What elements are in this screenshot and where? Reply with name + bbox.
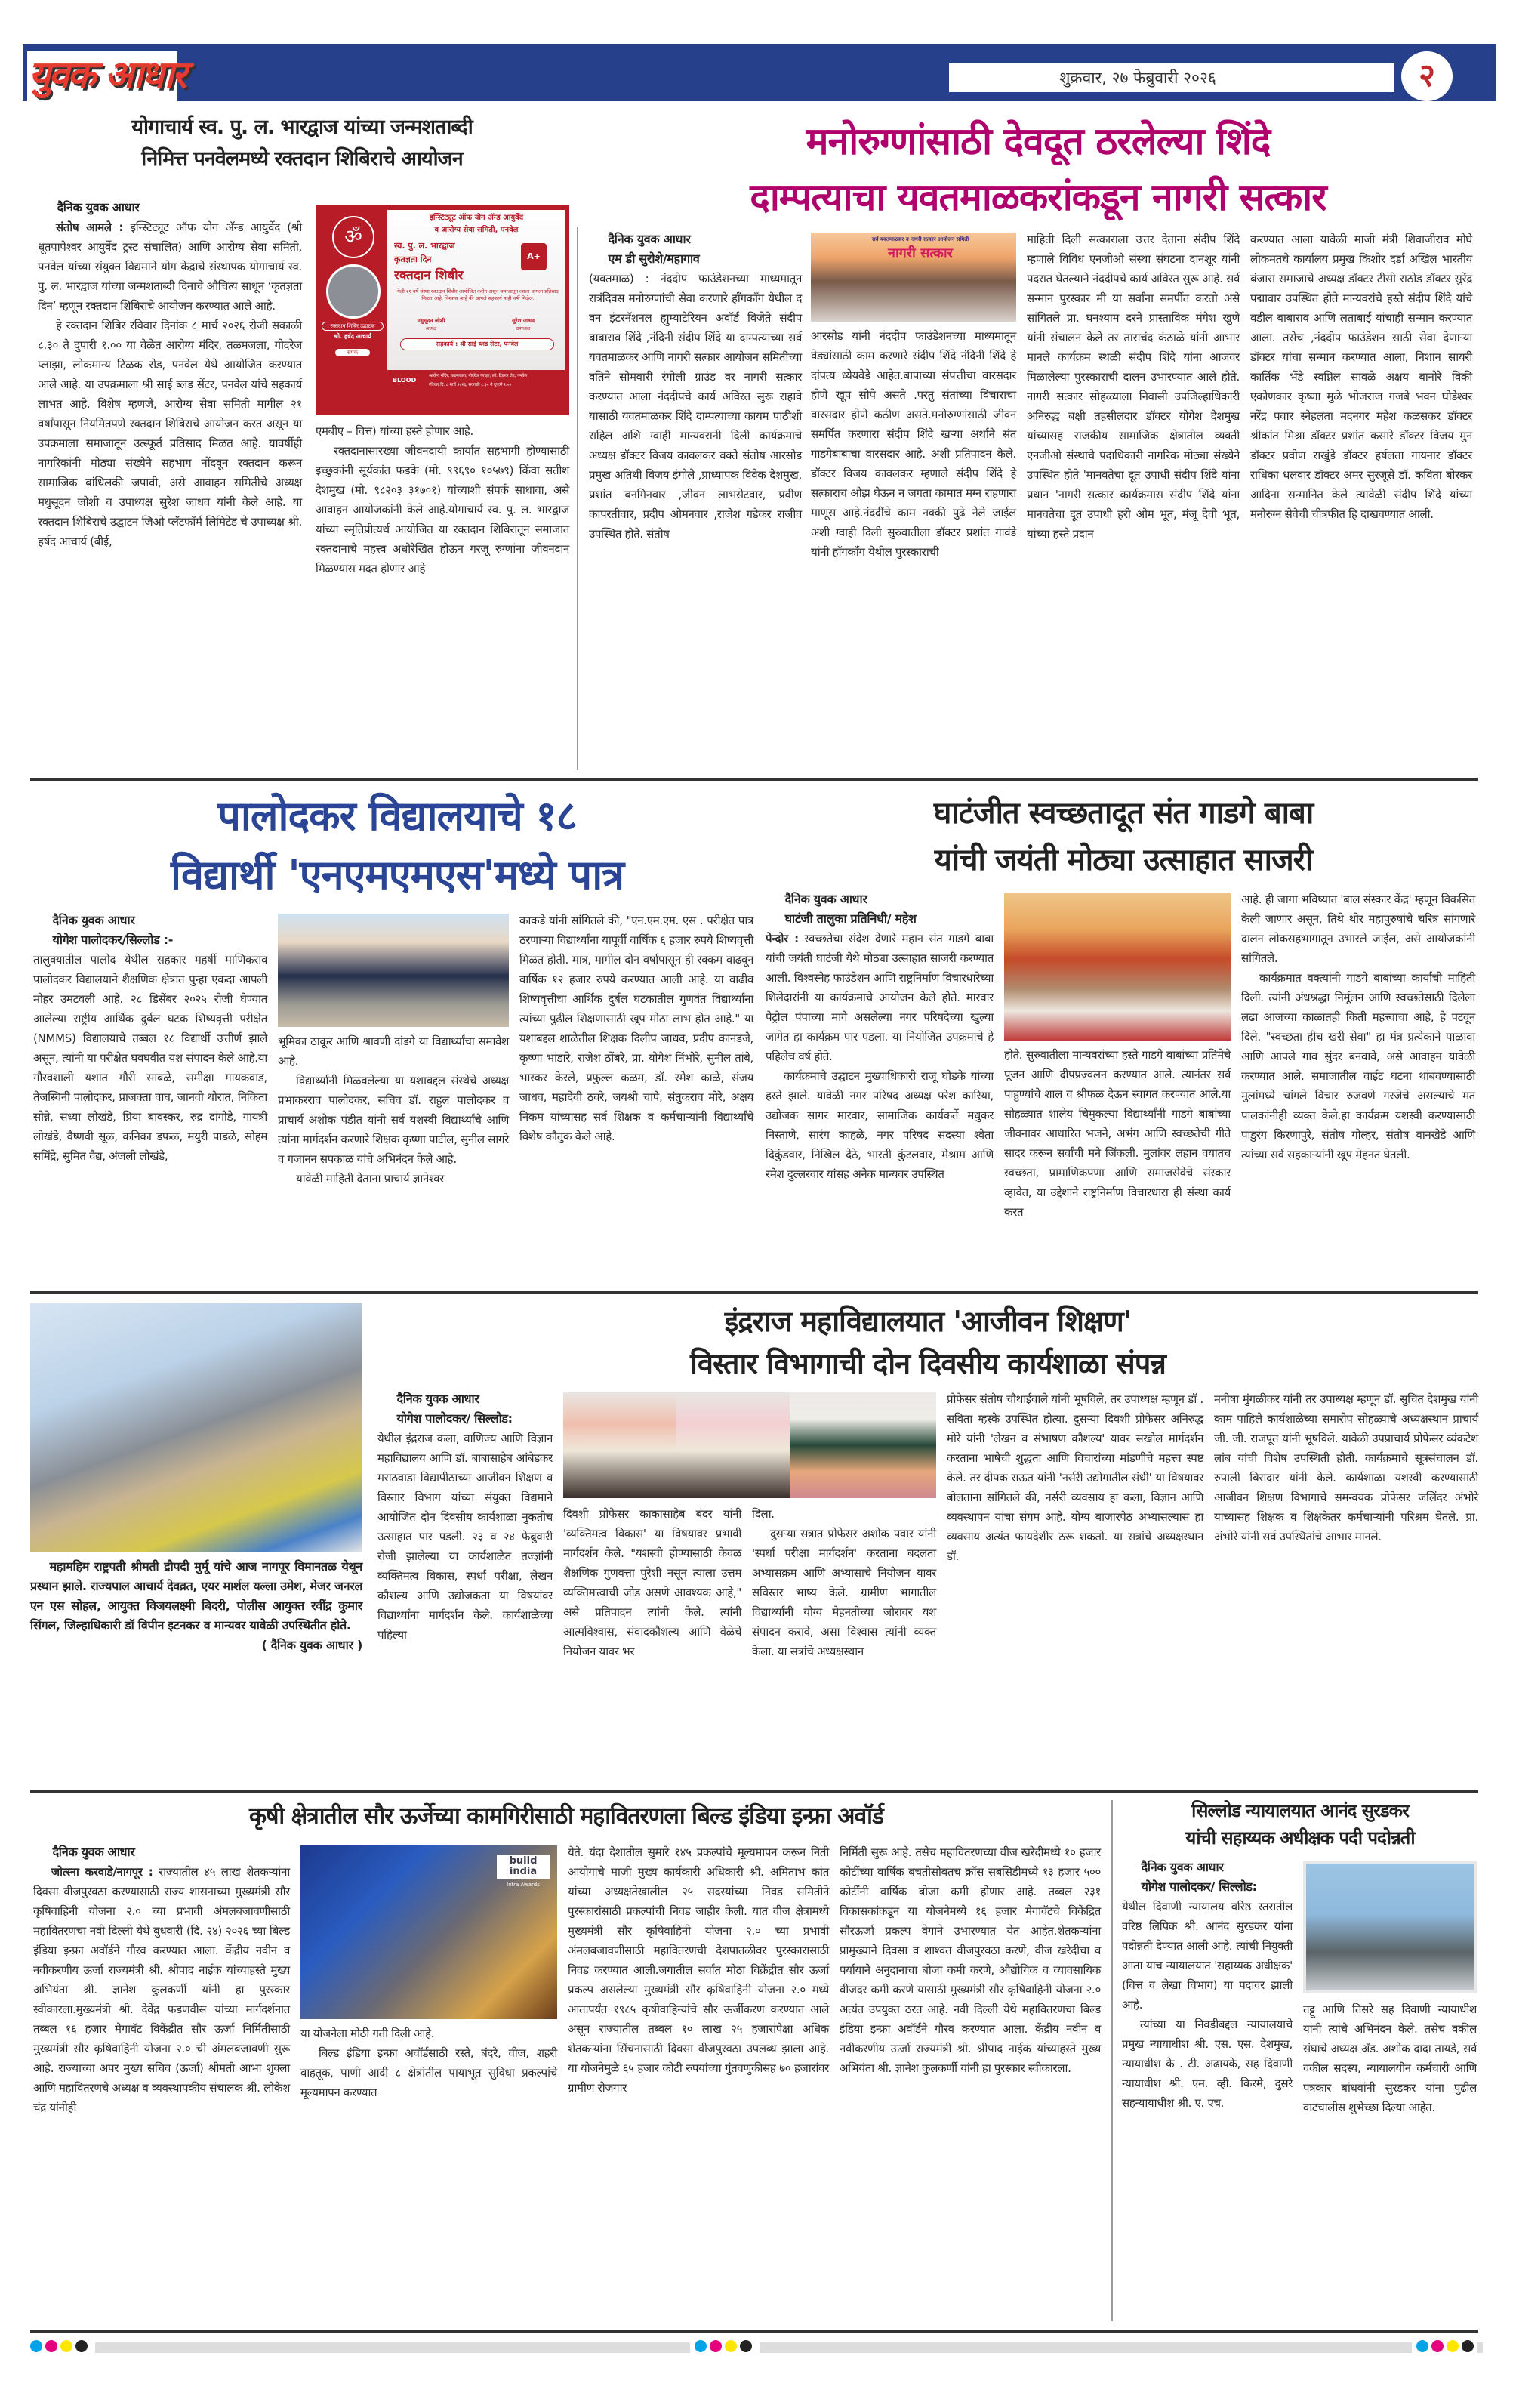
workshop-audience-photo xyxy=(790,1392,936,1498)
paragraph: रक्तदानासारख्या जीवनदायी कार्यात सहभागी होण्यासाठी इच्छुकांनी सूर्यकांत फडके (मो. ९९६९० १०५७९) किंवा सतीश देशमुख (मो. ९८२०३ ३१७०१) यांच्याशी संपर्क साधावा, असे आवाहन आयोजकांनी केले आहे.योगाचार्य स्व. पु. ल. भारद्वाज यांच्या स्मृतिप्रीत्यर्थ आयोजित या रक्तदान शिबिरातून समाजात रक्तदानाचे महत्त्व अधोरेखित होऊन गरजू रुग्णांना जीवनदान मिळण्यास मदत होणार आहे xyxy=(316,444,569,575)
blood-camp-headline xyxy=(30,112,574,175)
mahavitaran-headline: कृषी क्षेत्रातील सौर ऊर्जेच्या कामगिरीसाठी महावितरणला बिल्ड इंडिया इन्फ्रा अवॉर्ड xyxy=(249,1803,883,1830)
column-divider xyxy=(1111,1800,1113,2321)
mahavitaran-col-1 xyxy=(33,1842,290,2117)
paragraph: हे रक्तदान शिबिर रविवार दिनांक ८ मार्च २०२६ रोजी सकाळी ८.३० ते दुपारी १.०० या वेळेत आरोग्य मंदिर, तळमजला, गोदरेज प्लाझा, लोकमान्य टिळक रोड, पनवेल येथे आयोजित करण्यात आले आहे. या उपक्रमाला श्री साई ब्लड सेंटर, पनवेल यांचे सहकार्य लाभत आहे. विशेष म्हणजे, आरोग्य सेवा समिती मागील २१ वर्षांपासून नियमितपणे रक्तदान शिबिराचे आयोजन करत असून या उपक्रमाला समाजातून उत्स्फूर्त प्रतिसाद मिळत आहे. यावर्षीही नागरिकांनी मोठ्या संख्येने सहभाग नोंदवून रक्तदान करून सामाजिक बांधिलकी जपावी, असे आवाहन समितीचे अध्यक्ष मधुसूदन जोशी व उपाध्यक्ष सुरेश जाधव यांनी केले आहे. या रक्तदान शिबिराचे उद्घाटन जिओ प्लॅटफॉर्म लिमिटेड चे उपाध्यक्ष श्री. हर्षद आचार्य (बीई, xyxy=(38,319,302,548)
headline-line: सिल्लोड न्यायालयात आनंद सुरडकर xyxy=(1191,1800,1409,1821)
color-registration-marks xyxy=(1412,2340,1477,2357)
poster-venue: आरोग्य मंदिर, तळमजला, गोदरेज प्लाझा, लो. टिळक रोड, पनवेल xyxy=(429,374,528,378)
paragraph: स्वच्छतेचा संदेश देणारे महान संत गाडगे बाबा यांची जयंती घाटंजी येथे मोठ्या उत्साहात साजरी करण्यात आली. विश्वस्नेह फाउंडेशन आणि राष्ट्रनिर्माण विचारधारेच्या शिलेदारांनी या कार्यक्रमाचे आयोजन केले होते. मारवार पेट्रोल पंपाच्या मागे असलेल्या नगर परिषदेच्या खुल्या जागेत हा कार्यक्रम पार पडला. या नियोजित उपक्रमाचे हे पहिलेच वर्ष होते. xyxy=(766,932,994,1063)
headline-line: विस्तार विभागाची दोन दिवसीय कार्यशाळा संपन्न xyxy=(690,1347,1166,1380)
paragraph: येथील दिवाणी न्यायालय वरिष्ठ स्तरातील वरिष्ठ लिपिक श्री. आनंद सुरडकर यांना पदोन्नती देण्यात आली आहे. त्यांची नियुक्ती आता याच न्यायालयात 'सहाय्यक अधीक्षक' (वित्त व लेखा विभाग) या पदावर झाली आहे. xyxy=(1122,1900,1293,2012)
shinde-col-1 xyxy=(589,230,802,544)
color-registration-marks xyxy=(690,2340,760,2357)
newspaper-logo: युवक आधार xyxy=(29,53,185,97)
registration-dot xyxy=(30,2340,42,2352)
paragraph: एमबीए – वित्त) यांच्या हस्ते होणार आहे. xyxy=(316,424,474,438)
poster-event-title: रक्तदान शिबीर xyxy=(394,268,464,283)
students-group-photo xyxy=(278,914,509,1027)
president-caption xyxy=(30,1557,362,1655)
headline-line: दाम्पत्याचा यवतमाळकरांकडून नागरी सत्कार xyxy=(750,175,1326,219)
poster-inaugurator-label: रक्तदान शिबिर उद्घाटक xyxy=(322,322,384,331)
dateline: पेन्दोर : xyxy=(766,932,799,945)
infra-awards-label: Infra Awards xyxy=(507,1882,540,1888)
source-label: दैनिक युवक आधार xyxy=(396,1392,479,1406)
award-ceremony-photo xyxy=(300,1845,557,2019)
registration-dot xyxy=(60,2340,72,2352)
paragraph: काकडे यांनी सांगितले की, "एन.एम.एम. एस . परीक्षेत पात्र ठरणाऱ्या विद्यार्थ्यांना यापूर्वी वार्षिक ६ हजार रुपये शिष्यवृत्ती मिळत होती. मात्र, मागील दोन वर्षांपासून ही रक्कम वाढवून वार्षिक १२ हजार रुपये करण्यात आली आहे. या वाढीव शिष्यवृत्तीचा आर्थिक दुर्बल घटकातील गुणवंत विद्यार्थ्यांना त्यांच्या पुढील शिक्षणासाठी खूप मोठा लाभ होत आहे." या यशाबद्दल शाळेतील शिक्षक दिलीप जाधव, प्रदीप कानडजे, कृष्णा भांडारे, राजेश ठोंबरे, प्रा. योगेश निंभोरे, सुनील तांबे, भास्कर केरले, प्रफुल्ल कळम, डॉ. रमेश काळे, संजय जाधव, महादेवी ठवरे, जयश्री चापे, संतुकराव मोरे, अक्षय निकम यांच्यासह सर्व शिक्षक व कर्मचाऱ्यांनी विद्यार्थ्यांचे विशेष कौतुक केले आहे. xyxy=(519,914,753,1143)
photo-banner-title: नागरी सत्कार xyxy=(888,245,953,261)
build-india-logo: build india xyxy=(497,1855,550,1879)
palodkar-col-3 xyxy=(519,911,753,1146)
indraraj-headline xyxy=(377,1300,1478,1385)
column-divider xyxy=(577,227,578,770)
palodkar-col-1 xyxy=(33,911,267,1166)
blood-bag-icon: A+ xyxy=(521,243,547,270)
paragraph: दिला. xyxy=(752,1507,775,1521)
reporter: योगेश पालोदकर/ सिल्लोड: xyxy=(1141,1879,1257,1894)
speaker-photo-2 xyxy=(676,1392,790,1498)
headline-line: यांची सहाय्यक अधीक्षक पदी पदोन्नती xyxy=(1185,1827,1415,1848)
caption-text: महामहिम राष्ट्रपती श्रीमती द्रौपदी मुर्मू यांचे आज नागपूर विमानतळ येथून प्रस्थान झाले. राज्यपाल आचार्य देवव्रत, एयर मार्शल यल्ला उमेश, मेजर जनरल एन एस सोहल, आयुक्त विजयलक्ष्मी बिदरी, पोलीस आयुक्त रवींद्र कुमार सिंगल, जिल्हाधिकारी डॉ विपीन इटनकर व मान्यवर यावेळी उपस्थितीत होते. xyxy=(30,1559,362,1633)
page-number: २ xyxy=(1401,51,1453,101)
paragraph: होते. सुरुवातीला मान्यवरांच्या हस्ते गाडगे बाबांच्या प्रतिमेचे पूजन आणि दीपप्रज्वलन करण्यात आले. त्यानंतर सर्व पाहुण्यांचे शाल व श्रीफळ देऊन स्वागत करण्यात आले.या सोहळ्यात शालेय चिमुकल्या विद्यार्थ्यांनी गाडगे बाबांच्या जीवनावर आधारित भजने, अभंग आणि स्वच्छतेची गीते सादर करून सर्वांची मने जिंकली. मुलांवर लहान वयातच स्वच्छता, प्रामाणिकपणा आणि समाजसेवेचे संस्कार व्हावेत, या उद्देशाने राष्ट्रनिर्माण विचारधारा ही संस्था कार्य करत xyxy=(1004,1048,1231,1219)
reporter: एम डी सुरोशे/महागाव xyxy=(608,251,700,266)
poster-honoree: स्व. पु. ल. भारद्वाज xyxy=(394,241,455,251)
photo-banner-subtitle: सर्व यवतमाळकर व नागरी सत्कार आयोजन समिती xyxy=(871,236,969,242)
poster-quote: गेली २१ वर्षे संस्था रक्तदान शिबीर आयोजित करीत असून समाजातून त्याला चांगला प्रतिसाद मिळत आहे. विश्वास आहे की आपले सहकार्य याही वर्षी मिळेल. xyxy=(397,288,559,301)
paragraph: करण्यात आला यावेळी माजी मंत्री शिवाजीराव मोघे लोकमतचे कार्यालय प्रमुख किशोर दर्डा अखिल भारतीय बंजारा समाजाचे अध्यक्ष डॉक्टर टीसी राठोड डॉक्टर सुरेंद्र पद्मावार उपस्थित होते मान्यवरांचे हस्ते संदीप शिंदे यांचे वडील बाबाराव आणि लताबाई यांचाही सन्मान करण्यात आला. तसेच ,नंददीप फाउंडेशन साठी सेवा देणाऱ्या डॉक्टर यांचा सन्मान करण्यात आला, निशान सायरी कार्तिक भेंडे स्वप्निल सावळे अक्षय बानोरे विकी एकोणकार कृष्णा मुळे भोजराज गजबे भवन घोडेश्वर नरेंद्र पवार स्नेहलता मदनगर महेश कळसकर डॉक्टर श्रीकांत मिश्रा डॉक्टर प्रशांत कसारे डॉक्टर विजय मुन डॉक्टर प्रवीण राखुंडे डॉक्टर हर्षलता गायनार डॉक्टर राधिका धलवार डॉक्टर अमर सुरजूसे डॉ. कविता बोरकर आदिना सन्मानित केले त्यावेळी संदीप शिंदे यांच्या मनोरुग्न सेवेची चीत्रफीत हि दाखवण्यात आली. xyxy=(1250,233,1472,521)
mahavitaran-col-4 xyxy=(840,1842,1101,2078)
blood-camp-poster xyxy=(316,205,569,415)
speaker-photo-1 xyxy=(563,1392,676,1498)
shinde-col-3 xyxy=(1027,230,1240,544)
reporter: संतोष आमले : xyxy=(56,220,124,234)
shinde-col-4 xyxy=(1250,230,1472,524)
reporter: घाटंजी तालुका प्रतिनिधी/ महेश xyxy=(784,911,917,926)
headline-line: मनोरुग्णांसाठी देवदूत ठरलेल्या शिंदे xyxy=(806,119,1271,163)
color-registration-marks xyxy=(30,2340,95,2357)
indraraj-col-3 xyxy=(752,1504,936,1661)
registration-dot xyxy=(75,2340,88,2352)
paragraph: येते. यंदा देशातील सुमारे १४५ प्रकल्पांचे मूल्यमापन करून निती आयोगाचे माजी मुख्य कार्यकारी अधिकारी श्री. अमिताभ कांत यांच्या अध्यक्षतेखालील २५ सदस्यांच्या निवड समितीने पुरस्कारांसाठी प्रकल्पांची निवड जाहीर केली. यात वीज क्षेत्रामध्ये मुख्यमंत्री सौर कृषिवाहिनी योजना २.० च्या प्रभावी अंमलबजावणीसाठी महावितरणची देशपातळीवर पुरस्कारासाठी निवड करण्यात आली.जगातील सर्वांत मोठा विक्रेंद्रीत सौर ऊर्जा प्रकल्प असलेल्या मुख्यमंत्री सौर कृषिवाहिनी योजना २.० मध्ये आतापर्यंत १९८५ कृषीवाहिन्यांचे सौर ऊर्जीकरण करण्यात आले असून राज्यातील तब्बल १० लाख २५ हजारांपेक्षा अधिक शेतकऱ्यांना सिंचनासाठी दिवसा वीजपुरवठा उपलब्ध झाला आहे. या योजनेमुळे ६५ हजार कोटी रुपयांच्या गुंतवणुकीसह ७० हजारांवर ग्रामीण रोजगार xyxy=(568,1845,829,2095)
paragraph: भूमिका ठाकूर आणि श्रावणी दांडगे या विद्यार्थ्यांचा समावेश आहे. xyxy=(278,1034,509,1068)
gadge-baba-col-3 xyxy=(1241,890,1475,1164)
paragraph: इन्स्टिट्यूट ऑफ योग अ‍ॅन्ड आयुर्वेद (श्री धूतपापेश्वर आयुर्वेद ट्रस्ट संचालित) आणि आरोग्य सेवा समिती, पनवेल यांच्या संयुक्त विद्यमाने योग केंद्राचे संस्थापक योगाचार्य स्व. पु. ल. भारद्वाज यांच्या जन्मशताब्दी दिनाचे औचित्य साधून ‘कृतज्ञता दिन’ म्हणून रक्तदान शिबिराचे आयोजन करण्यात आले आहे. xyxy=(38,220,303,313)
surdakar-col-1 xyxy=(1122,1858,1293,2113)
om-emblem-icon: ॐ xyxy=(332,216,374,258)
paragraph: यावेळी माहिती देताना प्राचार्य ज्ञानेश्वर xyxy=(296,1172,444,1186)
palodkar-col-2 xyxy=(278,1031,509,1189)
poster-contact-label: संपर्क xyxy=(335,349,370,356)
poster-signatory: सुरेश जाधव xyxy=(512,318,535,324)
registration-dot xyxy=(45,2340,57,2352)
print-registration-bar xyxy=(63,2342,1483,2353)
paragraph: आहे. ही जागा भविष्यात 'बाल संस्कार केंद्र' म्हणून विकसित केली जाणार असून, तिथे थोर महापुरुषांचे चरित्र सांगणारे दालन लोकसहभागातून उभारले जाईल, असे आयोजकांनी सांगितले. xyxy=(1241,893,1475,965)
paragraph: (यवतमाळ) : नंददीप फाउंडेशनच्या माध्यमातून रात्रंदिवस मनोरुग्णांची सेवा करणारे हॉंगकॉंग येथील द वन इंटरनॅशनल ह्युम्याटेरियन अवॉर्ड विजेते संदीप बाबाराव शिंदे ,नंदिनी संदीप शिंदे या दाम्पत्याच्या सर्व यवतमाळकर आणि नागरी सत्कार आयोजन समितीच्या वतिने सोमवारी रंगोली ग्राउंड वर नागरी सत्कार करण्यात आला नंददीपचे कार्य अविरत सुरू राहावे यासाठी यवतमाळकर शिंदे दाम्पत्याच्या कायम पाठीशी राहिल अशि ग्वाही मान्यवरानी दिली कार्यक्रमाचे अध्यक्ष डॉक्टर विजय कावलकर वक्ते संतोष आरसोड प्रमुख अतिथी विजय इंगोले ,प्राध्यापक विवेक देशमुख, प्रशांत बनगिनवार ,जीवन लाभसेटवार, प्रवीण कापरतीवार, प्रदीप ओमनवार ,राजेश गडेकर राजीव उपस्थित होते. संतोष xyxy=(589,272,802,541)
divider xyxy=(30,2330,1478,2333)
mahavitaran-col-3 xyxy=(568,1842,829,2098)
president-departure-photo xyxy=(30,1303,362,1552)
paragraph: बिल्ड इंडिया इन्फ्रा अवॉर्डसाठी रस्ते, बंदरे, वीज, शहरी वाहतूक, पाणी आदी ८ क्षेत्रांतील पायाभूत सुविधा प्रकल्पांचे मूल्यमापन करण्यात xyxy=(300,2046,557,2099)
registration-dot xyxy=(725,2340,737,2352)
shinde-col-2 xyxy=(811,326,1016,562)
indraraj-col-5 xyxy=(1214,1389,1478,1546)
divider xyxy=(30,1790,1478,1793)
reporter: योगेश पालोदकर/सिल्लोड :- xyxy=(52,933,174,947)
paragraph: दिवशी प्रोफेसर काकासाहेब बंदर यांनी 'व्यक्तिमत्व विकास' या विषयावर प्रभावी मार्गदर्शन केले. "यशस्वी होण्यासाठी केवळ शैक्षणिक गुणवत्ता पुरेशी नसून त्याला उत्तम व्यक्तिमत्त्वाची जोड असणे आवश्यक आहे," असे प्रतिपादन त्यांनी केले. त्यांनी आत्मविश्वास, संवादकौशल्य आणि वेळेचे नियोजन यावर भर xyxy=(563,1507,741,1658)
paragraph: निर्मिती सुरू आहे. तसेच महावितरणच्या वीज खरेदीमध्ये १० हजार कोटींच्या वार्षिक बचतीसोबतच क्रॉस सबसिडीमध्ये १३ हजार ५०० कोटींनी वार्षिक बोजा कमी होणार आहे. तब्बल २३१ विकासकांकडून या योजनेमध्ये १६ हजार मेगावॅटचे विकेंद्रित सौरऊर्जा प्रकल्प वेगाने उभारण्यात येत आहेत.शेतकऱ्यांना प्रामुख्याने दिवसा व शाश्वत वीजपुरवठा करणे, वीज खरेदीचा व पर्यायाने अनुदानाचा बोजा कमी करणे, औद्योगिक व व्यावसायिक वीजदर कमी करणे यासाठी मुख्यमंत्री सौर कृषिवाहिनी योजना २.० अत्यंत उपयुक्त ठरत आहे. नवी दिल्ली येथे महावितरणचा बिल्ड इंडिया इन्फ्रा अवॉर्डने गौरव करण्यात आला. केंद्रीय नवीन व नवीकरणीय ऊर्जा राज्यमंत्री श्री. श्रीपाद नाईक यांच्याहस्ते मुख्य अभियंता श्री. ज्ञानेश कुलकर्णी यांनी हा पुरस्कार स्वीकारला. xyxy=(840,1845,1101,2075)
palodkar-headline xyxy=(35,787,760,905)
registration-dot xyxy=(740,2340,752,2352)
shinde-headline xyxy=(585,113,1491,225)
source-label: दैनिक युवक आधार xyxy=(1141,1860,1224,1874)
divider xyxy=(30,778,1478,781)
poster-signatory: मधुसूदन जोशी xyxy=(417,318,445,324)
paragraph: या योजनेला मोठी गती दिली आहे. xyxy=(300,2027,435,2040)
registration-dot xyxy=(1462,2340,1474,2352)
registration-dot xyxy=(1447,2340,1459,2352)
surdakar-headline xyxy=(1122,1797,1478,1851)
gadge-baba-col-2 xyxy=(1004,1045,1231,1222)
inaugurator-photo xyxy=(326,264,381,319)
headline-line: विद्यार्थी 'एनएमएमएस'मध्ये पात्र xyxy=(170,851,624,899)
poster-inaugurator-name: श्री. हर्षद आचार्य xyxy=(334,333,371,340)
paragraph: दुसऱ्या सत्रात प्रोफेसर अशोक पवार यांनी 'स्पर्धा परीक्षा मार्गदर्शन' करताना बदलता अभ्यासक्रम आणि अभ्यासाचे नियोजन यावर सविस्तर भाष्य केले. ग्रामीण भागातील विद्यार्थ्यांनी योग्य मेहनतीच्या जोरावर यश संपादन करावे, असा विश्वास त्यांनी व्यक्त केला. या सत्रांचे अध्यक्षस्थान xyxy=(752,1527,936,1658)
photo-credit: ( दैनिक युवक आधार ) xyxy=(261,1638,362,1652)
reporter: जोत्स्ना करवाडे/नागपूर : xyxy=(51,1865,153,1879)
poster-signatory-role: उपाध्यक्ष xyxy=(516,326,531,331)
divider xyxy=(30,1291,1478,1294)
paragraph: कार्यक्रमाचे उद्घाटन मुख्याधिकारी राजू घोडके यांच्या हस्ते झाले. यावेळी नगर परिषद अध्यक्ष परेश कारिया, उद्योजक सागर मारवार, सामाजिक कार्यकर्ते मधुकर निस्ताणे, सारंग काहळे, नगर परिषद सदस्या श्वेता दिकुंडवार, निखिल देठे, भारती कुंटलवार, मेश्राम आणि रमेश दुल्लरवार यांसह अनेक मान्यवर उपस्थित xyxy=(766,1069,994,1181)
headline-line: यांची जयंती मोठ्या उत्साहात साजरी xyxy=(934,843,1313,877)
gadge-baba-col-1 xyxy=(766,890,994,1184)
blood-camp-col-2 xyxy=(316,421,569,578)
paragraph: विद्यार्थ्यांनी मिळवलेल्या या यशाबद्दल संस्थेचे अध्यक्ष प्रभाकरराव पालोदकर, सचिव डॉ. राहुल पालोदकर व प्राचार्य अशोक पंडीत यांनी सर्व यशस्वी विद्यार्थ्यांचे आणि त्यांना मार्गदर्शन करणारे शिक्षक कृष्णा पाटील, सुनील सागरे व गजानन सपकाळ यांचे अभिनंदन केले आहे. xyxy=(278,1074,509,1166)
paragraph: तट्टू आणि तिसरे सह दिवाणी न्यायाधीश यांनी त्यांचे अभिनंदन केले. तसेच वकील संघाचे अध्यक्ष अ‍ॅड. अशोक दादा तायडे, सर्व वकील सदस्य, न्यायालयीन कर्मचारी आणि पत्रकार बांधवांनी सुरडकर यांना पुढील वाटचालीस शुभेच्छा दिल्या आहेत. xyxy=(1303,2003,1477,2114)
paragraph: त्यांच्या या निवडीबद्दल न्यायालयाचे प्रमुख न्यायाधीश श्री. एस. एस. देशमुख, न्यायाधीश के . टी. अढायके, सह दिवाणी न्यायाधीश श्री. एम. व्ही. किरमे, दुसरे सहन्यायाधीश श्री. ए. एच. xyxy=(1122,2018,1293,2110)
source-label: दैनिक युवक आधार xyxy=(784,892,867,906)
poster-committee: व आरोग्य सेवा समिती, पनवेल xyxy=(434,226,519,234)
blood-donation-logo: BLOOD xyxy=(393,377,417,384)
headline-line: घाटंजीत स्वच्छतादूत संत गाडगे बाबा xyxy=(933,796,1314,831)
reporter: योगेश पालोदकर/ सिल्लोड: xyxy=(396,1411,513,1426)
poster-timing: रविवार दि. ८ मार्च २०२६, सकाळी ८.३० ते दुपारी १.०० xyxy=(429,383,512,387)
registration-dot xyxy=(710,2340,722,2352)
source-label: दैनिक युवक आधार xyxy=(52,913,135,927)
source-label: दैनिक युवक आधार xyxy=(608,232,691,246)
mahavitaran-col-2 xyxy=(300,2024,557,2102)
surdakar-col-2 xyxy=(1303,1999,1477,2117)
paragraph: राज्यातील ४५ लाख शेतकऱ्यांना दिवसा वीजपुरवठा करण्यासाठी राज्य शासनाच्या मुख्यमंत्री सौर कृषिवाहिनी योजना २.० च्या प्रभावी अंमलबजावणीसाठी महावितरणचा नवी दिल्ली येथे बुधवारी (दि. २४) २०२६ च्या बिल्ड इंडिया इन्फ्रा अवॉर्डने गौरव करण्यात आला. केंद्रीय नवीन व नवीकरणीय ऊर्जा राज्यमंत्री श्री. श्रीपाद नाईक यांच्याहस्ते मुख्य अभियंता श्री. ज्ञानेश कुलकर्णी यांनी हा पुरस्कार स्वीकारला.मुख्यमंत्री श्री. देवेंद्र फडणवीस यांच्या मार्गदर्शनात तब्बल १६ हजार मेगावॅट विकेंद्रीत सौर ऊर्जा निर्मितीसाठी मुख्यमंत्री सौर कृषिवाहिनी योजना २.० ची अंमलबजावणी सुरू आहे. राज्याच्या अपर मुख्य सचिव (ऊर्जा) श्रीमती आभा शुक्ला आणि महावितरणचे अध्यक्ष व व्यवस्थापकीय संचालक श्री. लोकेश चंद्र यांनीही xyxy=(33,1865,291,2114)
anand-surdakar-portrait xyxy=(1303,1861,1477,1993)
headline-line: इंद्रराज महाविद्यालयात 'आजीवन शिक्षण' xyxy=(724,1305,1132,1338)
headline-line: योगाचार्य स्व. पु. ल. भारद्वाज यांच्या जन्मशताब्दी xyxy=(131,116,473,139)
registration-dot xyxy=(695,2340,707,2352)
indraraj-col-2 xyxy=(563,1504,741,1661)
headline-line: निमित्त पनवेलमध्ये रक्तदान शिबिराचे आयोजन xyxy=(141,147,463,171)
bhajan-program-photo xyxy=(1004,893,1231,1041)
paragraph: येथील इंद्रराज कला, वाणिज्य आणि विज्ञान महाविद्यालय आणि डॉ. बाबासाहेब आंबेडकर मराठवाडा विद्यापीठाच्या आजीवन शिक्षण व विस्तार विभाग यांच्या संयुक्त विद्यमाने आयोजित दोन दिवसीय कार्यशाळा नुकतीच उत्साहात पार पडली. २३ व २४ फेब्रुवारी रोजी झालेल्या या कार्यशाळेत तज्ज्ञांनी व्यक्तिमत्व विकास, स्पर्धा परीक्षा, लेखन कौशल्य आणि उद्योजकता या विषयांवर विद्यार्थ्यांना मार्गदर्शन केले. कार्यशाळेच्या पहिल्या xyxy=(377,1432,553,1642)
paragraph: कार्यक्रमात वक्त्यांनी गाडगे बाबांच्या कार्याची माहिती दिली. त्यांनी अंधश्रद्धा निर्मूलन आणि स्वच्छतेसाठी दिलेला लढा आजच्या काळातही किती महत्त्वाचा आहे, हे पटवून दिले. "स्वच्छता हीच खरी सेवा" हा मंत्र प्रत्येकाने पाळावा आणि आपले गाव सुंदर बनवावे, असे आवाहन यावेळी करण्यात आले. समाजातील वाईट घटना थांबवण्यासाठी मुलांमध्ये चांगले विचार रुजवणे गरजेचे असल्याचे मत पालकांनीही व्यक्त केले.हा कार्यक्रम यशस्वी करण्यासाठी पांडुरंग किरणापुरे, संतोष गोल्हर, संतोष वानखेडे आणि त्यांच्या सर्व सहकाऱ्यांनी खूप मेहनत घेतली. xyxy=(1241,971,1475,1161)
headline-line: पालोदकर विद्यालयाचे १८ xyxy=(217,792,577,840)
paragraph: तालुक्यातील पालोद येथील सहकार महर्षी माणिकराव पालोदकर विद्यालयाने शैक्षणिक क्षेत्रात पुन्हा एकदा आपली मोहर उमटवली आहे. २८ डिसेंबर २०२५ रोजी घेण्यात आलेल्या राष्ट्रीय आर्थिक दुर्बल घटक शिष्यवृत्ती परीक्षेत (NMMS) विद्यालयाचे तब्बल १८ विद्यार्थी उत्तीर्ण झाले असून, त्यांनी या परीक्षेत घवघवीत यश संपादन केले आहे.या गौरवशाली यशात गौरी साबळे, समीक्षा गायकवाड, तेजस्विनी पालोदकर, प्राजक्ता वाघ, जानवी थोरात, निकिता सोन्ने, संध्या लोखंडे, प्रिया बावस्कर, रुद्र दांगोडे, गायत्री लोखंडे, वैष्णवी सूळ, कनिका डफळ, मयुरी पाडळे, सोहम समिंद्रे, सुमित वैद्य, अंजली लोखंडे, xyxy=(33,953,267,1163)
indraraj-col-1 xyxy=(377,1389,553,1645)
blood-camp-col-1 xyxy=(38,198,302,551)
poster-institute: इन्स्टिट्यूट ऑफ योग अ‍ॅन्ड आयुर्वेद xyxy=(429,214,524,222)
issue-date: शुक्रवार, २७ फेब्रुवारी २०२६ xyxy=(1059,69,1216,87)
paragraph: प्रोफेसर संतोष चौथाईवाले यांनी भूषविले, तर उपाध्यक्ष म्हणून डॉ . सविता म्हस्के उपस्थित होत्या. दुसऱ्या दिवशी प्रोफेसर अनिरुद्ध मोरे यांनी 'लेखन व संभाषण कौशल्य' यावर सखोल मार्गदर्शन करताना भाषेची शुद्धता आणि विचारांच्या मांडणीचे महत्त्व स्पष्ट केले. तर दीपक राऊत यांनी 'नर्सरी उद्योगातील संधी' या विषयावर बोलताना सांगितले की, नर्सरी व्यवसाय हा कला, विज्ञान आणि व्यवस्थापन यांचा संगम आहे. योग्य बाजारपेठ अभ्यासल्यास हा व्यवसाय अत्यंत फायदेशीर ठरू शकतो. या सत्रांचे अध्यक्षस्थान डॉ. xyxy=(947,1392,1203,1563)
poster-day: कृतज्ञता दिन xyxy=(394,254,432,264)
paragraph: मनीषा मुंगळीकर यांनी तर उपाध्यक्ष म्हणून डॉ. सुचित देशमुख यांनी काम पाहिले कार्यशाळेच्या समारोप सोहळ्याचे अध्यक्षस्थान प्राचार्य जी. जी. राजपूत यांनी भूषविले. यावेळी उपप्राचार्य प्रोफेसर व्यंकटेश लांब यांची विशेष उपस्थिती होती. कार्यक्रमाचे सूत्रसंचालन डॉ. रुपाली बिरादार यांनी केले. कार्यशाळा यशस्वी करण्यासाठी आजीवन शिक्षण विभागाचे समन्वयक प्रोफेसर जलिंदर अंभोरे यांच्यासह शिक्षक व शिक्षकेतर कर्मचाऱ्यांनी परिश्रम घेतले. प्रा. अंभोरे यांनी सर्व उपस्थितांचे आभार मानले. xyxy=(1214,1392,1478,1543)
poster-signatory-role: अध्यक्ष xyxy=(425,326,437,331)
paragraph: माहिती दिली सत्काराला उत्तर देताना संदीप शिंदे म्हणाले विविध एनजीओ संस्था संघटना दानशूर यांनी पदरात घेतल्याने नंददीपचे कार्य अविरत सुरू आहे. सर्व सन्मान पुरस्कार मी या सर्वांना समर्पीत करतो असे सांगितले प्रा. घनश्याम दरने प्रास्ताविक मंगेश खुणे यांनी संचालन केले तर ताराचंद कंठाळे यांनी आभार मानले कार्यक्रम स्थळी संदीप शिंदे यांना आजवर मिळालेल्या पुरस्काराची दालन उभारण्यात आले होते. नागरी सत्कार सोहळ्याला निवासी उपजिल्हाधिकारी अनिरुद्ध बक्षी तहसीलदार डॉक्टर योगेश देशमुख यांच्यासह राजकीय सामाजिक क्षेत्रातील व्यक्ती एनजीओ संस्थाचे पदाधिकारी नागरिक मोठ्या संख्येने उपस्थित होते 'मानवतेचा दूत उपाधी संदीप शिंदे यांना प्रधान 'नागरी सत्कार कार्यक्रमास संदीप शिंदे यांना मानवतेचा दूत उपाधी हरी ओम भूत, मंजू देवी भूत, यांच्या हस्ते प्रदान xyxy=(1027,233,1240,541)
source-label: दैनिक युवक आधार xyxy=(57,200,140,214)
felicitation-photo xyxy=(811,233,1016,322)
registration-dot xyxy=(1431,2340,1444,2352)
paragraph: आरसोड यांनी नंददीप फाउंडेशनच्या माध्यमातून वेड्यांसाठी काम करणारे संदीप शिंदे नंदिनी शिंदे हे दांपत्य ध्येयवेडे आहेत.बापाच्या संपत्तीचा वारसदार होणे खूप सोपे असते .परंतु संतांच्या विचाराचा वारसदार होणे कठीण असते.मनोरुग्णांसाठी जीवन समर्पित करणारा संदीप शिंदे खऱ्या अर्थाने संत गाडगेबाबांचा वारसदार आहे. अशी प्रतिपादन केले. डॉक्टर विजय कावलकर म्हणाले संदीप शिंदे हे सत्काराच ओझ घेऊन न जगता कामात मग्न राहणारा माणूस आहे.नंददींचे काम नक्की पुढे नेले जाईल अशी ग्वाही दिली सुरुवातीला डॉक्टर प्रशांत गावंडे यांनी हॉंगकॉंग येथील पुरस्काराची xyxy=(811,329,1016,559)
source-label: दैनिक युवक आधार xyxy=(52,1845,135,1859)
registration-dot xyxy=(1416,2340,1428,2352)
gadge-baba-headline xyxy=(767,790,1480,883)
indraraj-col-4 xyxy=(947,1389,1203,1566)
poster-partner: सहकार्य : श्री साई ब्लड सेंटर, पनवेल xyxy=(400,338,554,350)
